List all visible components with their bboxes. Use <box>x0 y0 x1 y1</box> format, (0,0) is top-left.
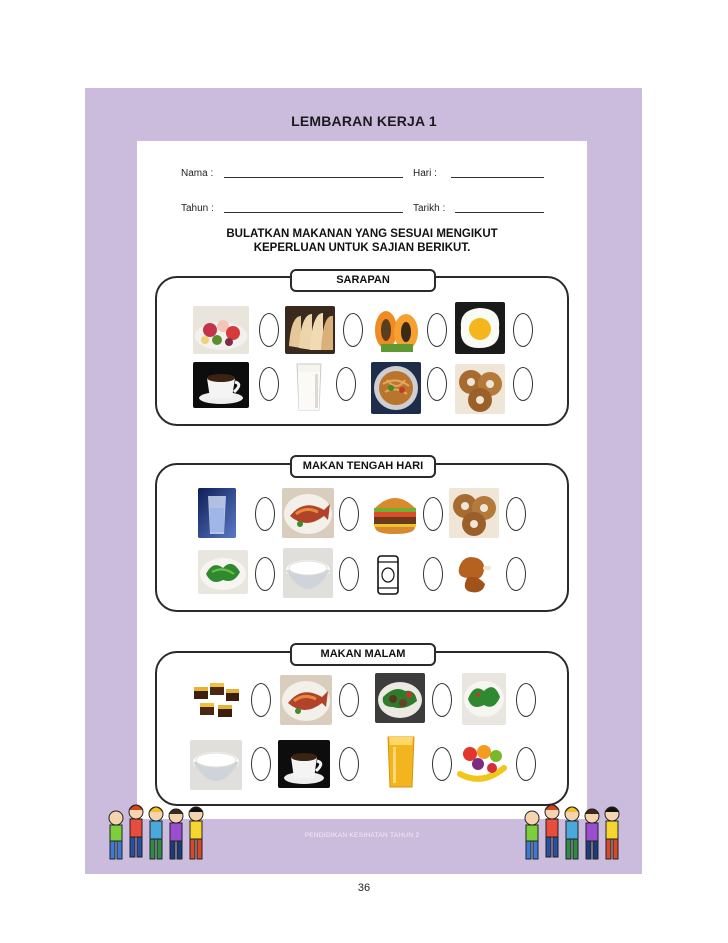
rice-bowl-icon <box>190 740 242 790</box>
tarikh-line[interactable] <box>455 212 544 213</box>
answer-oval[interactable] <box>423 497 443 531</box>
fish-dish-icon <box>280 675 332 725</box>
nama-line[interactable] <box>224 177 403 178</box>
fried-egg-icon <box>455 302 505 354</box>
orange-juice-icon <box>381 733 421 791</box>
tahun-label: Tahun : <box>181 203 214 214</box>
answer-oval[interactable] <box>506 557 526 591</box>
hari-label: Hari : <box>413 168 437 179</box>
hari-line[interactable] <box>451 177 544 178</box>
tahun-line[interactable] <box>224 212 403 213</box>
answer-oval[interactable] <box>432 683 452 717</box>
fried-chicken-icon <box>449 548 495 598</box>
section-label-makan-malam: MAKAN MALAM <box>290 643 436 666</box>
beef-vegetables-icon <box>375 673 425 723</box>
page-number: 36 <box>357 882 371 894</box>
mixed-fruits-icon <box>456 740 508 786</box>
coffee-cup-icon <box>278 740 330 788</box>
answer-oval[interactable] <box>427 313 447 347</box>
section-label-sarapan: SARAPAN <box>290 269 436 292</box>
children-group-right-icon <box>516 800 630 866</box>
answer-oval[interactable] <box>343 313 363 347</box>
answer-oval[interactable] <box>516 683 536 717</box>
nama-label: Nama : <box>181 168 214 179</box>
answer-oval[interactable] <box>259 367 279 401</box>
instruction <box>137 227 587 255</box>
answer-oval[interactable] <box>432 747 452 781</box>
section-label-makan-tengah-hari: MAKAN TENGAH HARI <box>290 455 436 478</box>
burger-icon <box>369 488 421 536</box>
bread-loaf-icon <box>285 306 335 354</box>
answer-oval[interactable] <box>251 683 271 717</box>
answer-oval[interactable] <box>427 367 447 401</box>
worksheet-title: LEMBARAN KERJA 1 <box>291 113 437 129</box>
fish-dish-icon <box>282 488 334 538</box>
answer-oval[interactable] <box>255 557 275 591</box>
soda-can-icon <box>374 552 402 598</box>
tarikh-label: Tarikh : <box>413 203 446 214</box>
answer-oval[interactable] <box>339 747 359 781</box>
answer-oval[interactable] <box>339 683 359 717</box>
answer-oval[interactable] <box>251 747 271 781</box>
doughnuts-icon <box>455 364 505 414</box>
answer-oval[interactable] <box>423 557 443 591</box>
answer-oval[interactable] <box>506 497 526 531</box>
children-group-left-icon <box>100 800 214 866</box>
cake-cubes-icon <box>190 675 242 725</box>
answer-oval[interactable] <box>516 747 536 781</box>
doughnuts-icon <box>449 488 499 538</box>
answer-oval[interactable] <box>259 313 279 347</box>
rice-bowl-icon <box>283 548 333 598</box>
answer-oval[interactable] <box>339 497 359 531</box>
instruction-line-2: KEPERLUAN UNTUK SAJIAN BERIKUT. <box>253 242 471 254</box>
fruit-plate-icon <box>193 306 249 354</box>
papaya-icon <box>369 304 421 354</box>
answer-oval[interactable] <box>513 367 533 401</box>
answer-oval[interactable] <box>255 497 275 531</box>
vegetables-icon <box>462 673 506 725</box>
water-glass-icon <box>198 488 236 538</box>
milk-glass-icon <box>293 360 325 414</box>
fried-noodles-icon <box>371 362 421 414</box>
instruction-line-1: BULATKAN MAKANAN YANG SESUAI MENGIKUT <box>226 228 498 240</box>
answer-oval[interactable] <box>339 557 359 591</box>
vegetables-icon <box>198 550 248 594</box>
coffee-cup-icon <box>193 362 249 408</box>
answer-oval[interactable] <box>513 313 533 347</box>
answer-oval[interactable] <box>336 367 356 401</box>
footer-text: PENDIDIKAN KESIHATAN TAHUN 2 <box>304 832 420 839</box>
